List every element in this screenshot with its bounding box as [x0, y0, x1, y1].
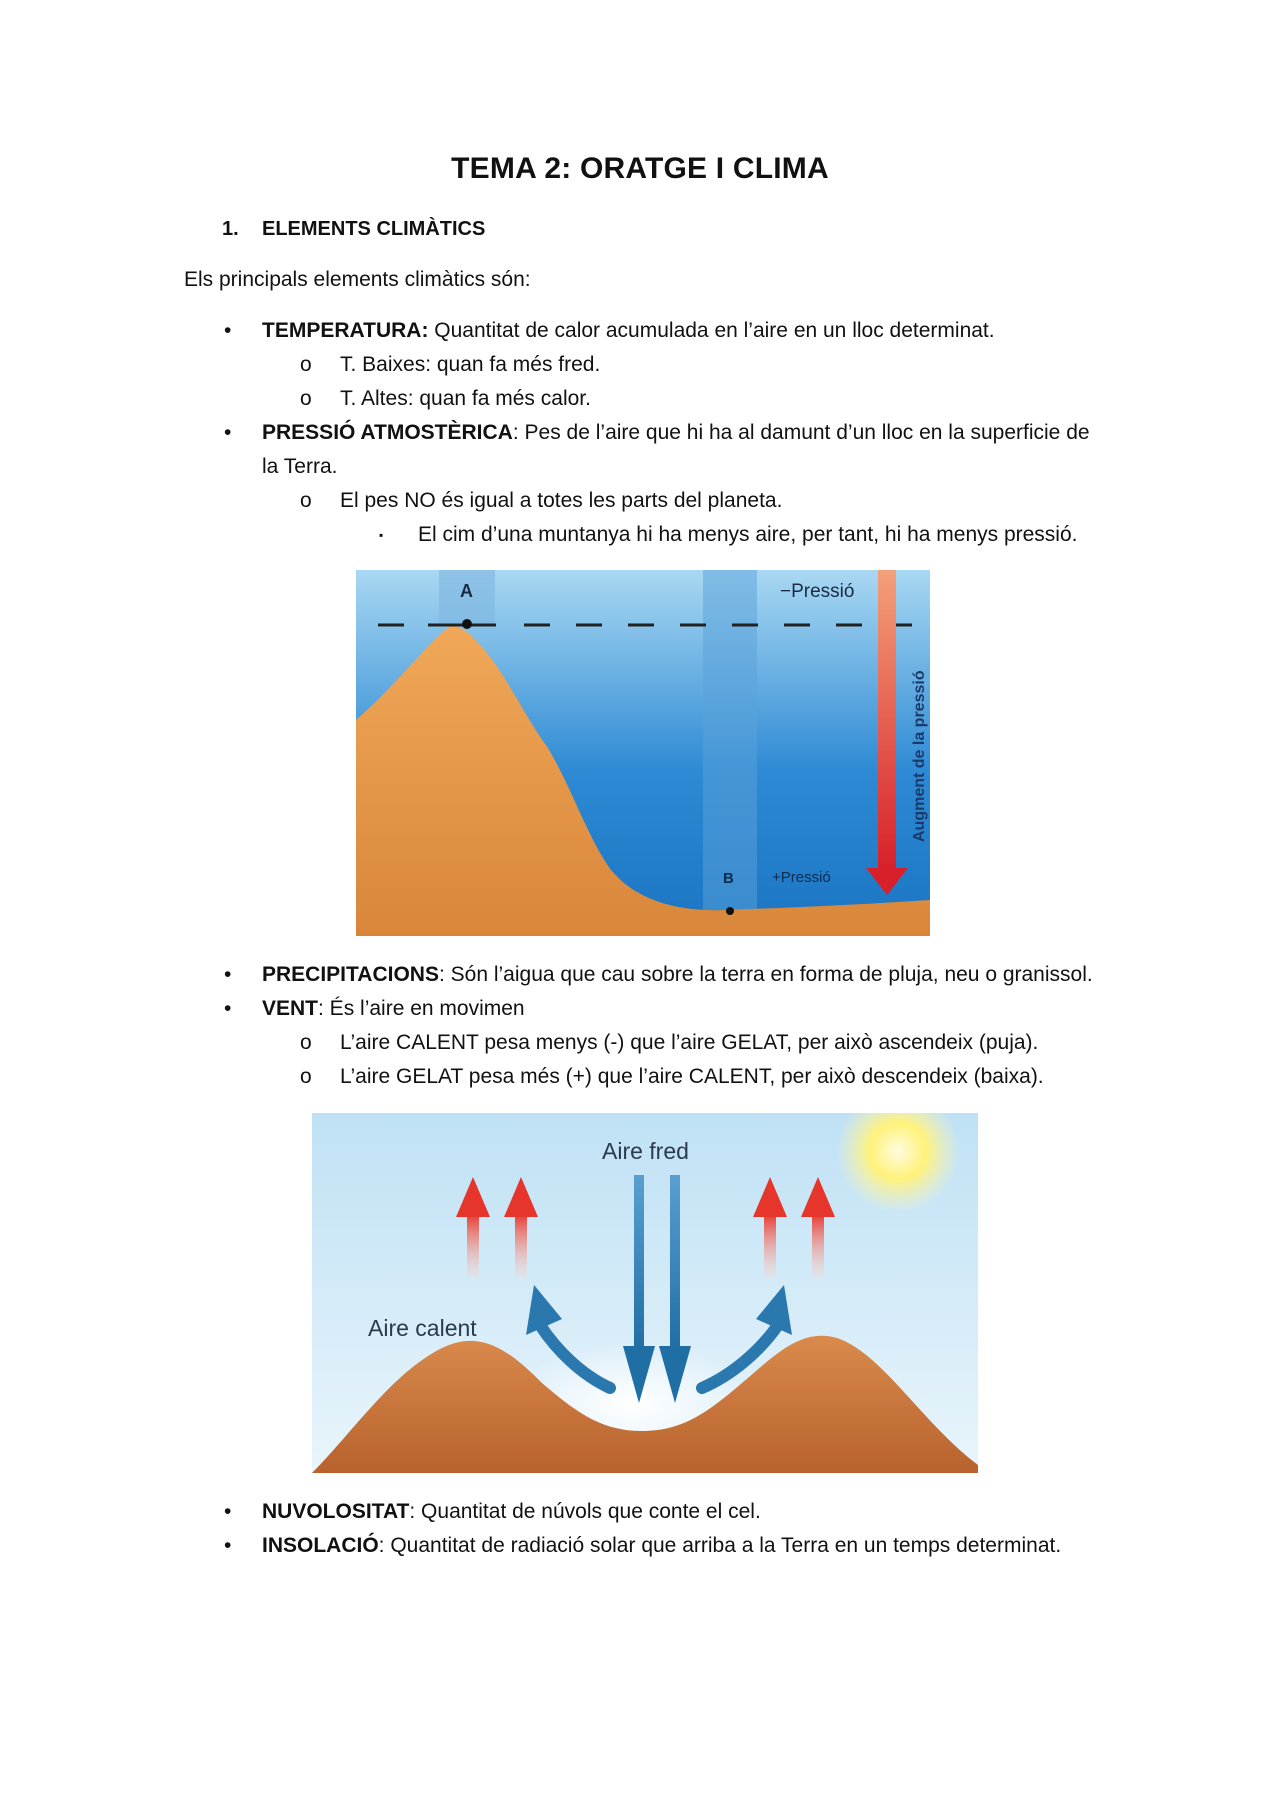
circle-marker: o	[300, 353, 312, 376]
item-pressio	[262, 420, 1090, 445]
sub-pressio: El pes NO és igual a totes les parts del planeta.	[340, 489, 783, 512]
bullet-marker: •	[224, 1500, 232, 1523]
bullet-marker: •	[224, 1534, 232, 1557]
def-vent: : És l’aire en movimen	[318, 997, 525, 1020]
circle-marker: o	[300, 1065, 312, 1088]
item-vent	[262, 996, 525, 1021]
section-heading	[222, 218, 485, 241]
section-label: ELEMENTS CLIMÀTICS	[262, 218, 486, 240]
label-b: B	[723, 870, 734, 887]
wind-figure	[312, 1113, 978, 1473]
label-cold-air: Aire fred	[602, 1138, 689, 1164]
pressure-figure	[356, 570, 930, 936]
point-b	[726, 907, 734, 915]
item-precipitacions	[262, 962, 1093, 987]
column-b	[703, 570, 757, 910]
term-vent: VENT	[262, 997, 319, 1020]
def-pressio-2: la Terra.	[262, 455, 338, 478]
label-more-pressure: +Pressió	[772, 869, 831, 886]
def-insolacio: : Quantitat de radiació solar que arriba a la Terra en un temps determinat.	[378, 1534, 1062, 1557]
term-pressio: PRESSIÓ ATMOSTÈRICA	[262, 421, 513, 444]
circle-marker: o	[300, 387, 312, 410]
page-title: TEMA 2: ORATGE I CLIMA	[451, 152, 829, 185]
def-pressio-1: : Pes de l’aire que hi ha al damunt d’un lloc en la superficie de	[512, 421, 1090, 444]
square-marker: ▪	[379, 528, 384, 542]
bullet-marker: •	[224, 963, 232, 986]
circle-marker: o	[300, 489, 312, 512]
item-insolacio	[262, 1533, 1061, 1558]
pressure-arrow-shaft	[878, 570, 896, 870]
bullet-marker: •	[224, 421, 232, 444]
pressure-axis-label: Augment de la pressió	[911, 670, 928, 842]
def-nuvolositat: : Quantitat de núvols que conte el cel.	[409, 1500, 761, 1523]
def-temperatura: Quantitat de calor acumulada en l’aire en un lloc determinat.	[428, 319, 995, 342]
term-insolacio: INSOLACIÓ	[262, 1534, 379, 1557]
item-temperatura	[262, 318, 995, 343]
point-a	[462, 619, 472, 629]
section-number: 1.	[222, 218, 239, 240]
subsub-pressio: El cim d’una muntanya hi ha menys aire, per tant, hi ha menys pressió.	[418, 523, 1078, 546]
term-precipitacions: PRECIPITACIONS	[262, 963, 439, 986]
label-a: A	[460, 581, 473, 601]
sub-temperatura-altes: T. Altes: quan fa més calor.	[340, 387, 591, 410]
bullet-marker: •	[224, 319, 232, 342]
def-precipitacions: : Són l’aigua que cau sobre la terra en forma de pluja, neu o granissol.	[438, 963, 1093, 986]
sub-temperatura-baixes: T. Baixes: quan fa més fred.	[340, 353, 601, 376]
circle-marker: o	[300, 1031, 312, 1054]
intro-text: Els principals elements climàtics són:	[184, 268, 531, 291]
sub-vent-gelat: L’aire GELAT pesa més (+) que l’aire CALENT, per això descendeix (baixa).	[340, 1065, 1044, 1088]
bullet-marker: •	[224, 997, 232, 1020]
sub-vent-calent: L’aire CALENT pesa menys (-) que l’aire GELAT, per això ascendeix (puja).	[340, 1031, 1039, 1054]
term-temperatura: TEMPERATURA:	[262, 319, 429, 342]
item-nuvolositat	[262, 1499, 761, 1524]
label-less-pressure: −Pressió	[780, 581, 855, 602]
label-warm-air: Aire calent	[368, 1315, 477, 1341]
term-nuvolositat: NUVOLOSITAT	[262, 1500, 410, 1523]
